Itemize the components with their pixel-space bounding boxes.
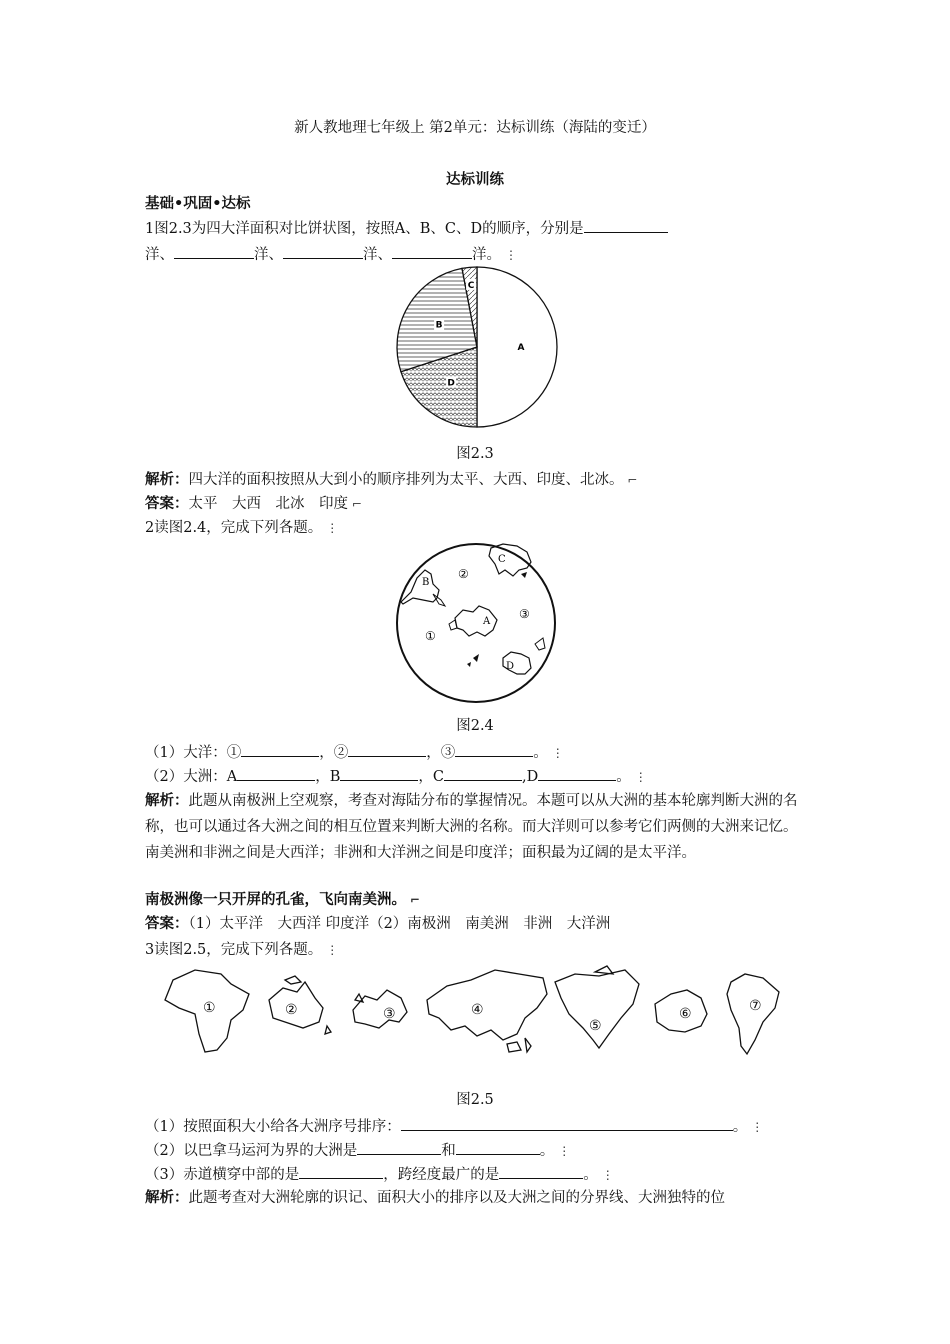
q3-text: 和 xyxy=(441,1143,456,1159)
map-label-d: D xyxy=(506,661,515,672)
answer-label: 答案： xyxy=(145,496,189,512)
answer-text: （1）太平洋 大西洋 印度洋（2）南极洲 南美洲 非洲 大洋洲 xyxy=(188,916,611,932)
paragraph-mark: ⋮ xyxy=(326,943,339,957)
analysis-label: 解析： xyxy=(145,793,189,809)
answer-blank[interactable] xyxy=(456,1140,540,1155)
answer-blank[interactable] xyxy=(584,218,668,233)
q1-text: 洋、 xyxy=(363,247,392,263)
continent-label-5: ⑤ xyxy=(589,1018,602,1034)
q3-stem xyxy=(145,940,338,960)
answer-blank[interactable] xyxy=(401,1116,733,1131)
answer-blank[interactable] xyxy=(455,742,533,757)
pie-chart-figure xyxy=(390,264,565,430)
continent-label-3: ③ xyxy=(383,1006,396,1022)
q2-text: 。 xyxy=(533,745,548,761)
q3-text: 。 xyxy=(583,1167,598,1183)
q2-stem-text: 2读图2.4，完成下列各题。 xyxy=(145,520,323,536)
figure-caption-2-4: 图2.4 xyxy=(456,718,494,734)
answer-blank[interactable] xyxy=(348,742,426,757)
q3-text: （3）赤道横穿中部的是 xyxy=(145,1167,300,1183)
q3-analysis xyxy=(145,1188,725,1208)
q2-sub1: （1）大洋：① ，② ，③ 。 ⋮ xyxy=(145,742,564,763)
q3-text: 。 xyxy=(539,1143,555,1159)
polar-map-figure xyxy=(393,540,559,706)
answer-blank[interactable] xyxy=(340,766,418,781)
pie-label-c: C xyxy=(467,280,475,291)
q2-analysis xyxy=(145,788,805,866)
q2-text: ,D xyxy=(521,769,539,785)
q1-stem xyxy=(145,218,668,239)
answer-blank[interactable] xyxy=(241,742,319,757)
q2-answer xyxy=(145,914,610,934)
answer-blank[interactable] xyxy=(444,766,522,781)
q1-answer: 答案：太平 大西 北冰 印度 ⌐ xyxy=(145,496,363,512)
pie-label-a: A xyxy=(517,343,525,353)
analysis-label: 解析： xyxy=(145,472,189,488)
q2-text: ，C xyxy=(418,769,444,785)
section-heading: 基础•巩固•达标 xyxy=(145,196,251,212)
map-label-ocean-3: ③ xyxy=(519,607,530,621)
continents-figure xyxy=(155,960,805,1070)
q1-text: 洋。 xyxy=(472,247,501,263)
answer-blank[interactable] xyxy=(538,766,616,781)
continent-7-shape xyxy=(727,974,779,1054)
q1-stem-cont xyxy=(145,244,517,265)
map-label-a: A xyxy=(483,616,491,627)
q3-text: ，跨经度最广的是 xyxy=(383,1167,500,1183)
q2-tip: 南极洲像一只开屏的孔雀，飞向南美洲。 ⌐ xyxy=(145,892,421,908)
answer-text: 太平 大西 北冰 印度 xyxy=(188,496,348,512)
answer-blank[interactable] xyxy=(499,1164,583,1179)
figure-caption-2-5: 图2.5 xyxy=(456,1092,494,1108)
q3-sub1: （1）按照面积大小给各大洲序号排序： 。 ⋮ xyxy=(145,1116,763,1137)
figure-caption-2-3: 图2.3 xyxy=(456,446,494,462)
q3-sub3: （3）赤道横穿中部的是 ，跨经度最广的是 。 ⋮ xyxy=(145,1164,614,1185)
analysis-text: 此题从南极洲上空观察，考查对海陆分布的掌握情况。本题可以从大洲的基本轮廓判断大洲的名称，也可以通过各大洲之间的相互位置来判断大洲的名称。而大洋则可以参考它们两侧的大洲来记忆。南美洲和非洲之间是大西洋；非洲和大洋洲之间是印度洋；面积最为辽阔的是太平洋。 xyxy=(145,793,798,861)
continent-label-6: ⑥ xyxy=(679,1006,692,1022)
q3-text: （2）以巴拿马运河为界的大洲是 xyxy=(145,1143,358,1159)
tip-text: 南极洲像一只开屏的孔雀，飞向南美洲。 xyxy=(145,892,406,908)
continent-3-shape xyxy=(353,990,407,1028)
continent-label-4: ④ xyxy=(471,1002,484,1018)
analysis-text: 此题考查对大洲轮廓的识记、面积大小的排序以及大洲之间的分界线、大洲独特的位 xyxy=(188,1190,725,1206)
pie-label-b: B xyxy=(435,320,443,331)
answer-blank[interactable] xyxy=(174,244,254,259)
continent-label-7: ⑦ xyxy=(749,998,762,1014)
analysis-label: 解析： xyxy=(145,1190,189,1206)
paragraph-mark: ⋮ xyxy=(505,248,517,262)
q2-text: A xyxy=(226,769,238,785)
q2-sub1-label: （1）大洋： xyxy=(145,745,227,761)
answer-blank[interactable] xyxy=(392,244,472,259)
document-header: 新人教地理七年级上 第2单元：达标训练（海陆的变迁） xyxy=(294,120,656,136)
map-label-ocean-2: ② xyxy=(458,567,469,581)
q2-text: 。 xyxy=(616,769,631,785)
q1-analysis: 解析：四大洋的面积按照从大到小的顺序排列为太平、大西、印度、北冰。 ⌐ xyxy=(145,472,638,488)
q3-text: （1）按照面积大小给各大洲序号排序： xyxy=(145,1119,401,1135)
q1-text: 洋、 xyxy=(145,247,174,263)
answer-blank[interactable] xyxy=(299,1164,383,1179)
q2-text: ，③ xyxy=(426,745,456,761)
q1-text: 洋、 xyxy=(254,247,283,263)
analysis-text: 四大洋的面积按照从大到小的顺序排列为太平、大西、印度、北冰。 xyxy=(188,472,624,488)
map-label-ocean-1: ① xyxy=(425,629,436,643)
continent-label-1: ① xyxy=(203,1000,216,1016)
pie-label-d: D xyxy=(447,378,455,389)
answer-blank[interactable] xyxy=(357,1140,441,1155)
q2-text: ，B xyxy=(315,769,341,785)
q3-stem-text: 3读图2.5，完成下列各题。 xyxy=(145,942,323,958)
q1-stem-text: 1图2.3为四大洋面积对比饼状图，按照A、B、C、D的顺序，分别是 xyxy=(145,221,584,237)
map-label-b: B xyxy=(422,577,430,588)
q3-sub2: （2）以巴拿马运河为界的大洲是 和 。 ⋮ xyxy=(145,1140,570,1161)
map-label-c: C xyxy=(498,554,506,565)
continent-5-shape xyxy=(555,970,639,1048)
page-title: 达标训练 xyxy=(446,172,504,188)
continent-4-shape xyxy=(427,970,547,1040)
q2-sub2: （2）大洲：A ，B ，C ,D 。 ⋮ xyxy=(145,766,647,787)
answer-blank[interactable] xyxy=(283,244,363,259)
q2-text: ① xyxy=(226,745,242,761)
q2-sub2-label: （2）大洲： xyxy=(145,769,227,785)
q2-text: ，② xyxy=(319,745,349,761)
answer-label: 答案： xyxy=(145,916,189,932)
answer-blank[interactable] xyxy=(237,766,315,781)
paragraph-mark: ⋮ xyxy=(326,521,339,535)
q2-stem xyxy=(145,518,338,538)
continent-label-2: ② xyxy=(285,1002,298,1018)
q3-text: 。 xyxy=(732,1119,748,1135)
